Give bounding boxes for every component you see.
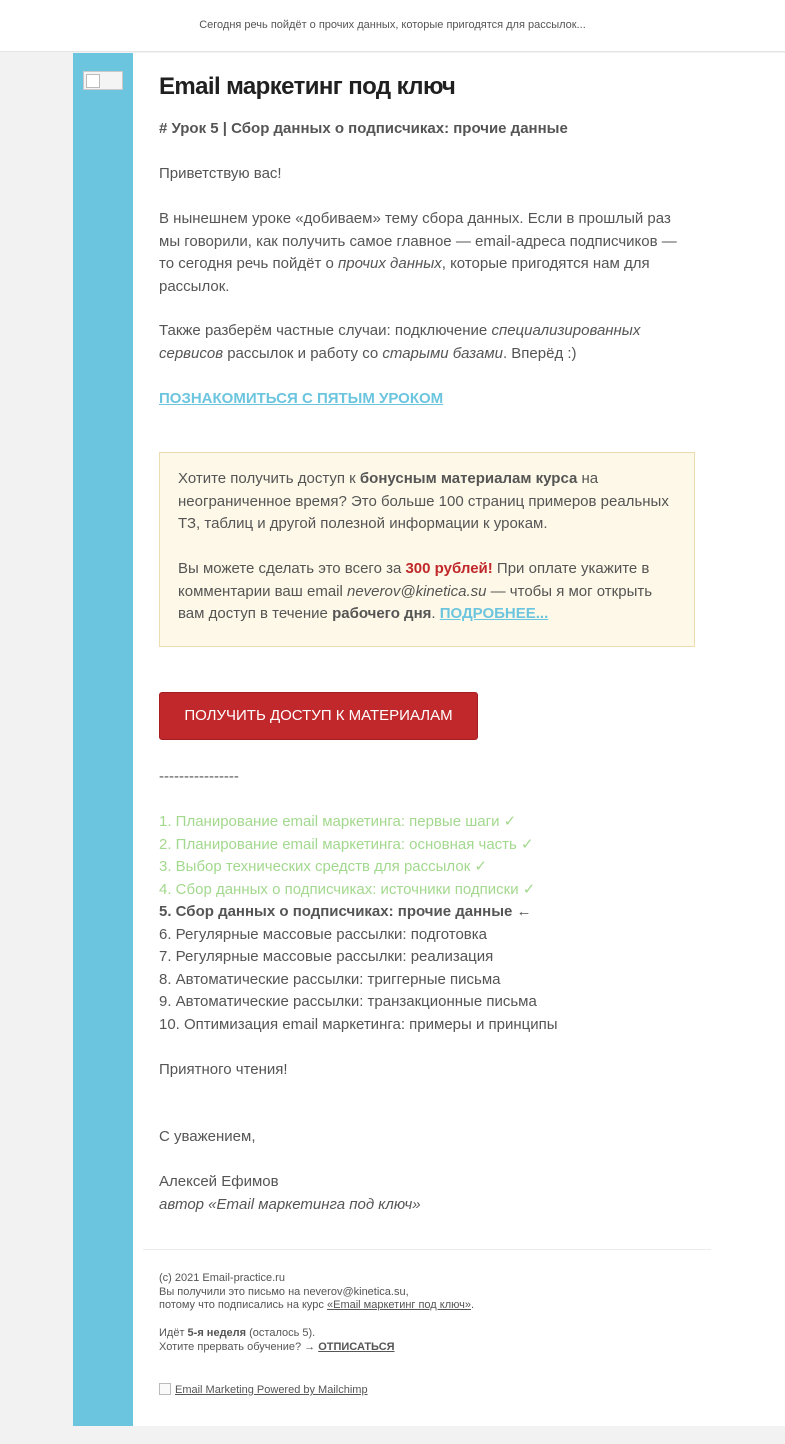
lesson-item: 2. Планирование email маркетинга: основная часть ✓ (159, 835, 534, 853)
reason-text: потому что подписались на курс «Email маркетинг под ключ». (159, 1299, 475, 1311)
promo-paragraph-1: Хотите получить доступ к бонусным материалам курса на неограниченное время? Это больше 100 страниц примеров реальных ТЗ, таблиц и другой полезной информации к урокам. (178, 470, 669, 532)
lesson-item-current: 5. Сбор данных о подписчиках: прочие данные ← (159, 903, 532, 920)
intro-paragraph-2: Также разберём частные случаи: подключение специализированных сервисов рассылок и работу со старыми базами. Вперёд :) (159, 322, 641, 362)
regards-text: С уважением, (159, 1128, 256, 1145)
received-text: Вы получили это письмо на neverov@kinetica.su, (159, 1285, 409, 1298)
check-icon: ✓ (474, 858, 487, 875)
divider-text: ---------------- (159, 768, 239, 785)
lesson-heading: # Урок 5 | Сбор данных о подписчиках: прочие данные (159, 120, 568, 137)
check-icon: ✓ (503, 813, 517, 830)
preheader-text: Сегодня речь пойдёт о прочих данных, которые пригодятся для рассылок... (0, 0, 785, 52)
broken-image-icon (159, 1383, 171, 1395)
sidebar-strip (73, 53, 133, 1426)
get-materials-button[interactable]: ПОЛУЧИТЬ ДОСТУП К МАТЕРИАЛАМ (159, 692, 478, 740)
lesson-item: 10. Оптимизация email маркетинга: примеры и принципы (159, 1015, 558, 1033)
author-role: автор «Email маркетинга под ключ» (159, 1196, 421, 1213)
lesson-item: 7. Регулярные массовые рассылки: реализация (159, 948, 494, 965)
lesson-item: 8. Автоматические рассылки: триггерные письма (159, 970, 501, 988)
lesson-item: 3. Выбор технических средств для рассылок ✓ (159, 858, 487, 875)
check-icon: ✓ (521, 835, 534, 853)
lesson-item: 4. Сбор данных о подписчиках: источники подписки ✓ (159, 880, 536, 898)
lesson-item: 6. Регулярные массовые рассылки: подготовка (159, 925, 488, 943)
more-link[interactable]: ПОДРОБНЕЕ... (439, 605, 549, 622)
closing-text: Приятного чтения! (159, 1061, 288, 1078)
lesson-item: 9. Автоматические рассылки: транзакционные письма (159, 993, 537, 1010)
email-body (133, 53, 785, 1426)
broken-logo-image (83, 71, 123, 90)
course-link[interactable]: «Email маркетинг под ключ» (326, 1299, 471, 1311)
promo-box (159, 452, 695, 647)
check-icon: ✓ (522, 880, 536, 898)
intro-paragraph-1: В нынешнем уроке «добиваем» тему сбора данных. Если в прошлый раз мы говорили, как получить самое главное — email-адреса подписчиков — то сегодня речь пойдёт о прочих данных, которые пригодятся нам для рассылок. (159, 210, 677, 295)
lesson-link[interactable]: ПОЗНАКОМИТЬСЯ С ПЯТЫМ УРОКОМ (159, 390, 444, 407)
unsubscribe-line: Хотите прервать обучение? → ОТПИСАТЬСЯ (159, 1340, 395, 1353)
promo-paragraph-2: Вы можете сделать это всего за 300 рублей! При оплате укажите в комментарии ваш email neverov@kinetica.su — чтобы я мог открыть вам доступ в течение рабочего дня. ПОДРОБНЕЕ... (178, 560, 653, 622)
footer-divider (143, 1249, 711, 1250)
week-text: Идёт 5-я неделя (осталось 5). (159, 1327, 316, 1339)
unsubscribe-link[interactable]: ОТПИСАТЬСЯ (318, 1340, 395, 1353)
footer-progress (159, 1327, 685, 1354)
author-name: Алексей Ефимов (159, 1173, 279, 1190)
lesson-list (159, 811, 685, 1036)
copyright: (c) 2021 Email-practice.ru (159, 1272, 285, 1284)
page-title: Email маркетинг под ключ (159, 73, 456, 100)
lesson-item: 1. Планирование email маркетинга: первые шаги ✓ (159, 813, 517, 830)
mailchimp-badge-link[interactable]: Email Marketing Powered by Mailchimp (159, 1383, 368, 1396)
footer-info (159, 1272, 685, 1313)
arrow-left-icon: ← (516, 903, 532, 920)
greeting: Приветствую вас! (159, 165, 282, 182)
